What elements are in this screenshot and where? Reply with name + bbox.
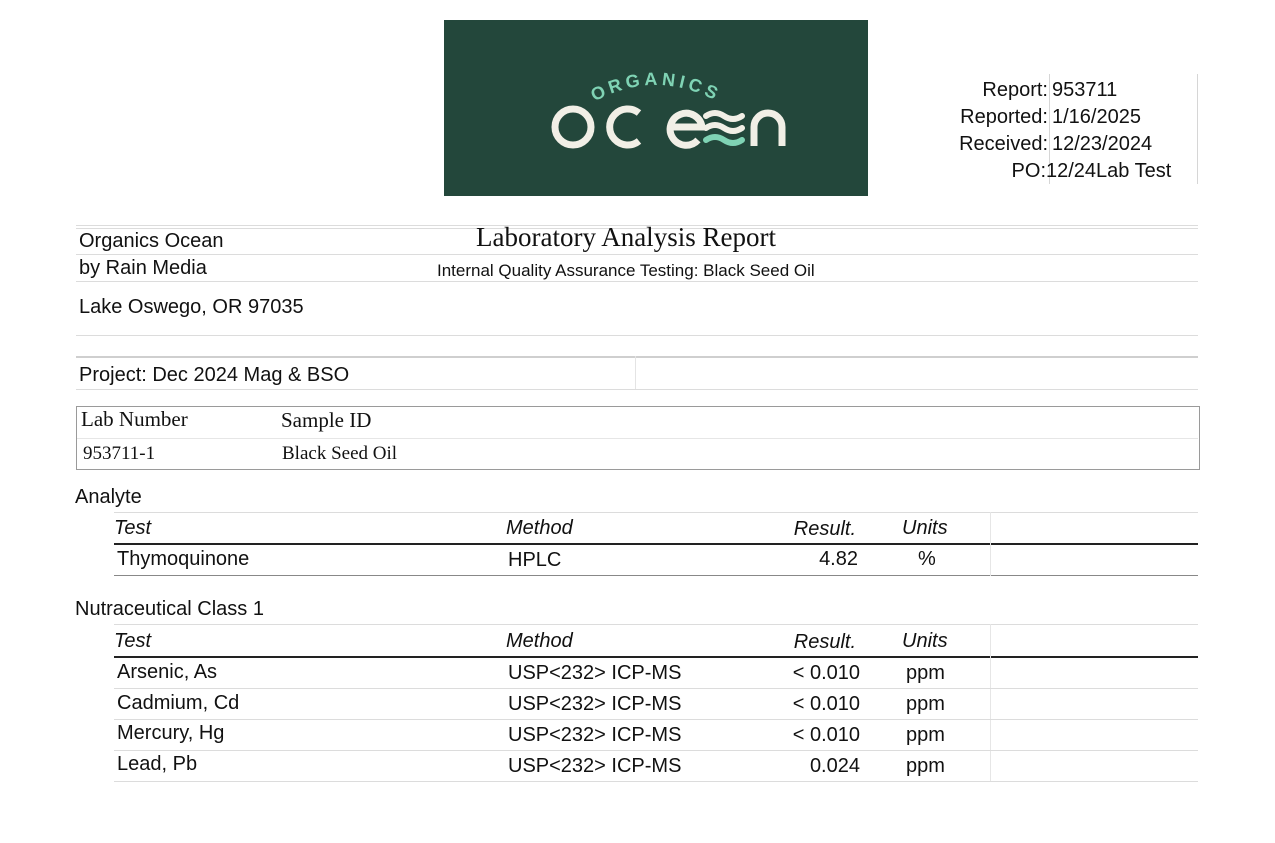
col-method-header: Method (506, 517, 573, 539)
logo-top-text: ORGANICS (587, 68, 725, 106)
lab-number-header: Lab Number (81, 407, 188, 431)
analyte-result: 4.82 (819, 548, 858, 570)
col-result-header: Result. (793, 631, 856, 653)
table-row-method: USP<232> ICP-MS (508, 724, 682, 746)
table-row-test: Lead, Pb (117, 753, 198, 775)
report-title: Laboratory Analysis Report (476, 222, 776, 252)
meta-label: Reported: (960, 106, 1048, 128)
analyte-test: Thymoquinone (117, 548, 250, 570)
lab-number-value: 953711-1 (83, 443, 156, 464)
meta-value: 12/24Lab Test (1046, 160, 1172, 182)
table-row-units: ppm (906, 724, 945, 746)
table-row-test: Arsenic, As (117, 661, 218, 683)
col-test-header: Test (114, 517, 152, 539)
analyte-method: HPLC (508, 549, 562, 571)
col-result-header: Result. (793, 518, 856, 540)
table-row-test: Cadmium, Cd (117, 692, 240, 714)
col-method-header: Method (506, 630, 573, 652)
meta-label: Received: (959, 133, 1048, 155)
table-row-test: Mercury, Hg (117, 722, 225, 744)
table-row-units: ppm (906, 755, 945, 777)
svg-text:ORGANICS (588, 69, 725, 105)
table-row-result: 0.024 (809, 755, 860, 777)
col-units-header: Units (902, 517, 948, 539)
organics-ocean-logo (444, 20, 868, 196)
table-row-result: < 0.010 (792, 662, 860, 684)
col-units-header: Units (902, 630, 948, 652)
meta-value: 1/16/2025 (1052, 106, 1141, 128)
logo-graphic (444, 20, 868, 196)
project-label: Project: Dec 2024 Mag & BSO (79, 364, 350, 386)
analyte-units: % (918, 548, 936, 570)
sample-id-value: Black Seed Oil (282, 443, 398, 464)
table-row-method: USP<232> ICP-MS (508, 755, 682, 777)
sample-id-header: Sample ID (281, 408, 372, 432)
meta-value: 12/23/2024 (1052, 133, 1153, 155)
col-test-header: Test (114, 630, 152, 652)
meta-label: Report: (982, 79, 1048, 101)
table-row-method: USP<232> ICP-MS (508, 662, 682, 684)
table-row-units: ppm (906, 693, 945, 715)
section-title-nutraceutical: Nutraceutical Class 1 (75, 598, 264, 620)
table-row-result: < 0.010 (792, 693, 860, 715)
table-row-result: < 0.010 (792, 724, 860, 746)
meta-divider-right (1197, 74, 1198, 184)
table-row-units: ppm (906, 662, 945, 684)
meta-label: PO: (1011, 160, 1046, 182)
report-subtitle: Internal Quality Assurance Testing: Black Seed Oil (437, 261, 815, 280)
table-row-method: USP<232> ICP-MS (508, 693, 682, 715)
section-title-analyte: Analyte (75, 486, 142, 508)
client-name: Organics Ocean (79, 230, 224, 252)
client-location: Lake Oswego, OR 97035 (79, 296, 304, 318)
client-division: by Rain Media (79, 257, 207, 279)
meta-value: 953711 (1052, 79, 1118, 101)
